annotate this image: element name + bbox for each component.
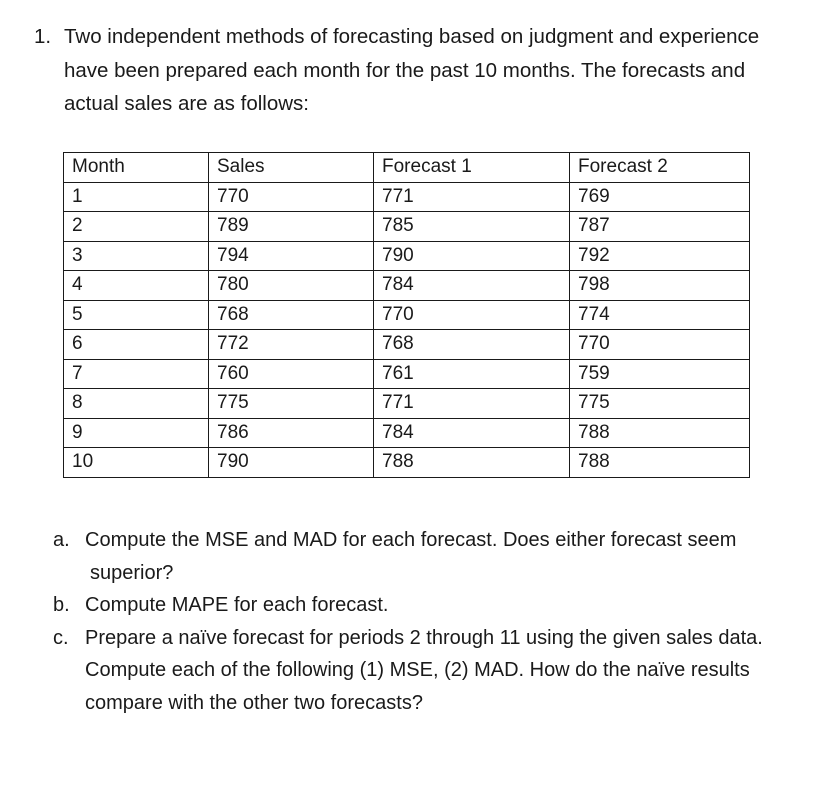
header-forecast-2: Forecast 2 bbox=[570, 153, 750, 183]
cell-month: 6 bbox=[64, 330, 209, 360]
cell-forecast-2: 788 bbox=[570, 448, 750, 478]
cell-forecast-1: 785 bbox=[374, 212, 570, 242]
question-text: Prepare a naïve forecast for periods 2 through 11 using the given sales data. Compute each of the following (1) MSE, (2) MAD. How do the naïve results compare with the other two forecasts? bbox=[85, 626, 763, 714]
cell-forecast-2: 770 bbox=[570, 330, 750, 360]
header-month: Month bbox=[64, 153, 209, 183]
question-list bbox=[53, 524, 793, 719]
header-sales: Sales bbox=[209, 153, 374, 183]
question-letter: a. bbox=[53, 529, 70, 551]
cell-forecast-2: 788 bbox=[570, 418, 750, 448]
cell-forecast-1: 784 bbox=[374, 271, 570, 301]
cell-month: 10 bbox=[64, 448, 209, 478]
cell-sales: 780 bbox=[209, 271, 374, 301]
cell-forecast-1: 771 bbox=[374, 389, 570, 419]
table-row bbox=[64, 330, 750, 360]
cell-forecast-1: 761 bbox=[374, 359, 570, 389]
cell-sales: 786 bbox=[209, 418, 374, 448]
table-row bbox=[64, 182, 750, 212]
cell-month: 4 bbox=[64, 271, 209, 301]
cell-sales: 770 bbox=[209, 182, 374, 212]
cell-month: 7 bbox=[64, 359, 209, 389]
cell-sales: 772 bbox=[209, 330, 374, 360]
cell-forecast-2: 792 bbox=[570, 241, 750, 271]
cell-month: 5 bbox=[64, 300, 209, 330]
cell-sales: 790 bbox=[209, 448, 374, 478]
cell-forecast-1: 790 bbox=[374, 241, 570, 271]
cell-month: 2 bbox=[64, 212, 209, 242]
cell-forecast-1: 788 bbox=[374, 448, 570, 478]
problem-number: 1. bbox=[34, 25, 52, 48]
cell-forecast-2: 759 bbox=[570, 359, 750, 389]
cell-month: 8 bbox=[64, 389, 209, 419]
cell-forecast-1: 784 bbox=[374, 418, 570, 448]
table-row bbox=[64, 212, 750, 242]
cell-month: 1 bbox=[64, 182, 209, 212]
question-text-continued: superior? bbox=[90, 561, 174, 584]
cell-forecast-1: 771 bbox=[374, 182, 570, 212]
table-row bbox=[64, 271, 750, 301]
table-row bbox=[64, 389, 750, 419]
question-b bbox=[53, 589, 793, 622]
sales-forecast-table bbox=[63, 152, 750, 478]
cell-forecast-2: 769 bbox=[570, 182, 750, 212]
header-forecast-1: Forecast 1 bbox=[374, 153, 570, 183]
problem-text: Two independent methods of forecasting based on judgment and experience have been prepared each month for the past 10 months. The forecasts and actual sales are as follows: bbox=[64, 25, 760, 115]
table-row bbox=[64, 300, 750, 330]
cell-forecast-2: 774 bbox=[570, 300, 750, 330]
cell-month: 3 bbox=[64, 241, 209, 271]
cell-sales: 768 bbox=[209, 300, 374, 330]
cell-sales: 775 bbox=[209, 389, 374, 419]
cell-forecast-2: 798 bbox=[570, 271, 750, 301]
table-header-row bbox=[64, 153, 750, 183]
cell-forecast-2: 787 bbox=[570, 212, 750, 242]
table-row bbox=[64, 418, 750, 448]
question-text: Compute the MSE and MAD for each forecast. Does either forecast seem bbox=[85, 529, 737, 551]
problem-statement bbox=[34, 20, 794, 121]
cell-month: 9 bbox=[64, 418, 209, 448]
cell-forecast-2: 775 bbox=[570, 389, 750, 419]
table-row bbox=[64, 359, 750, 389]
table-row bbox=[64, 241, 750, 271]
table-row bbox=[64, 448, 750, 478]
question-text: Compute MAPE for each forecast. bbox=[85, 594, 389, 616]
cell-sales: 760 bbox=[209, 359, 374, 389]
question-letter: c. bbox=[53, 626, 69, 649]
question-c bbox=[53, 622, 793, 720]
cell-sales: 794 bbox=[209, 241, 374, 271]
cell-sales: 789 bbox=[209, 212, 374, 242]
cell-forecast-1: 768 bbox=[374, 330, 570, 360]
cell-forecast-1: 770 bbox=[374, 300, 570, 330]
question-a bbox=[53, 524, 793, 589]
question-letter: b. bbox=[53, 594, 70, 616]
